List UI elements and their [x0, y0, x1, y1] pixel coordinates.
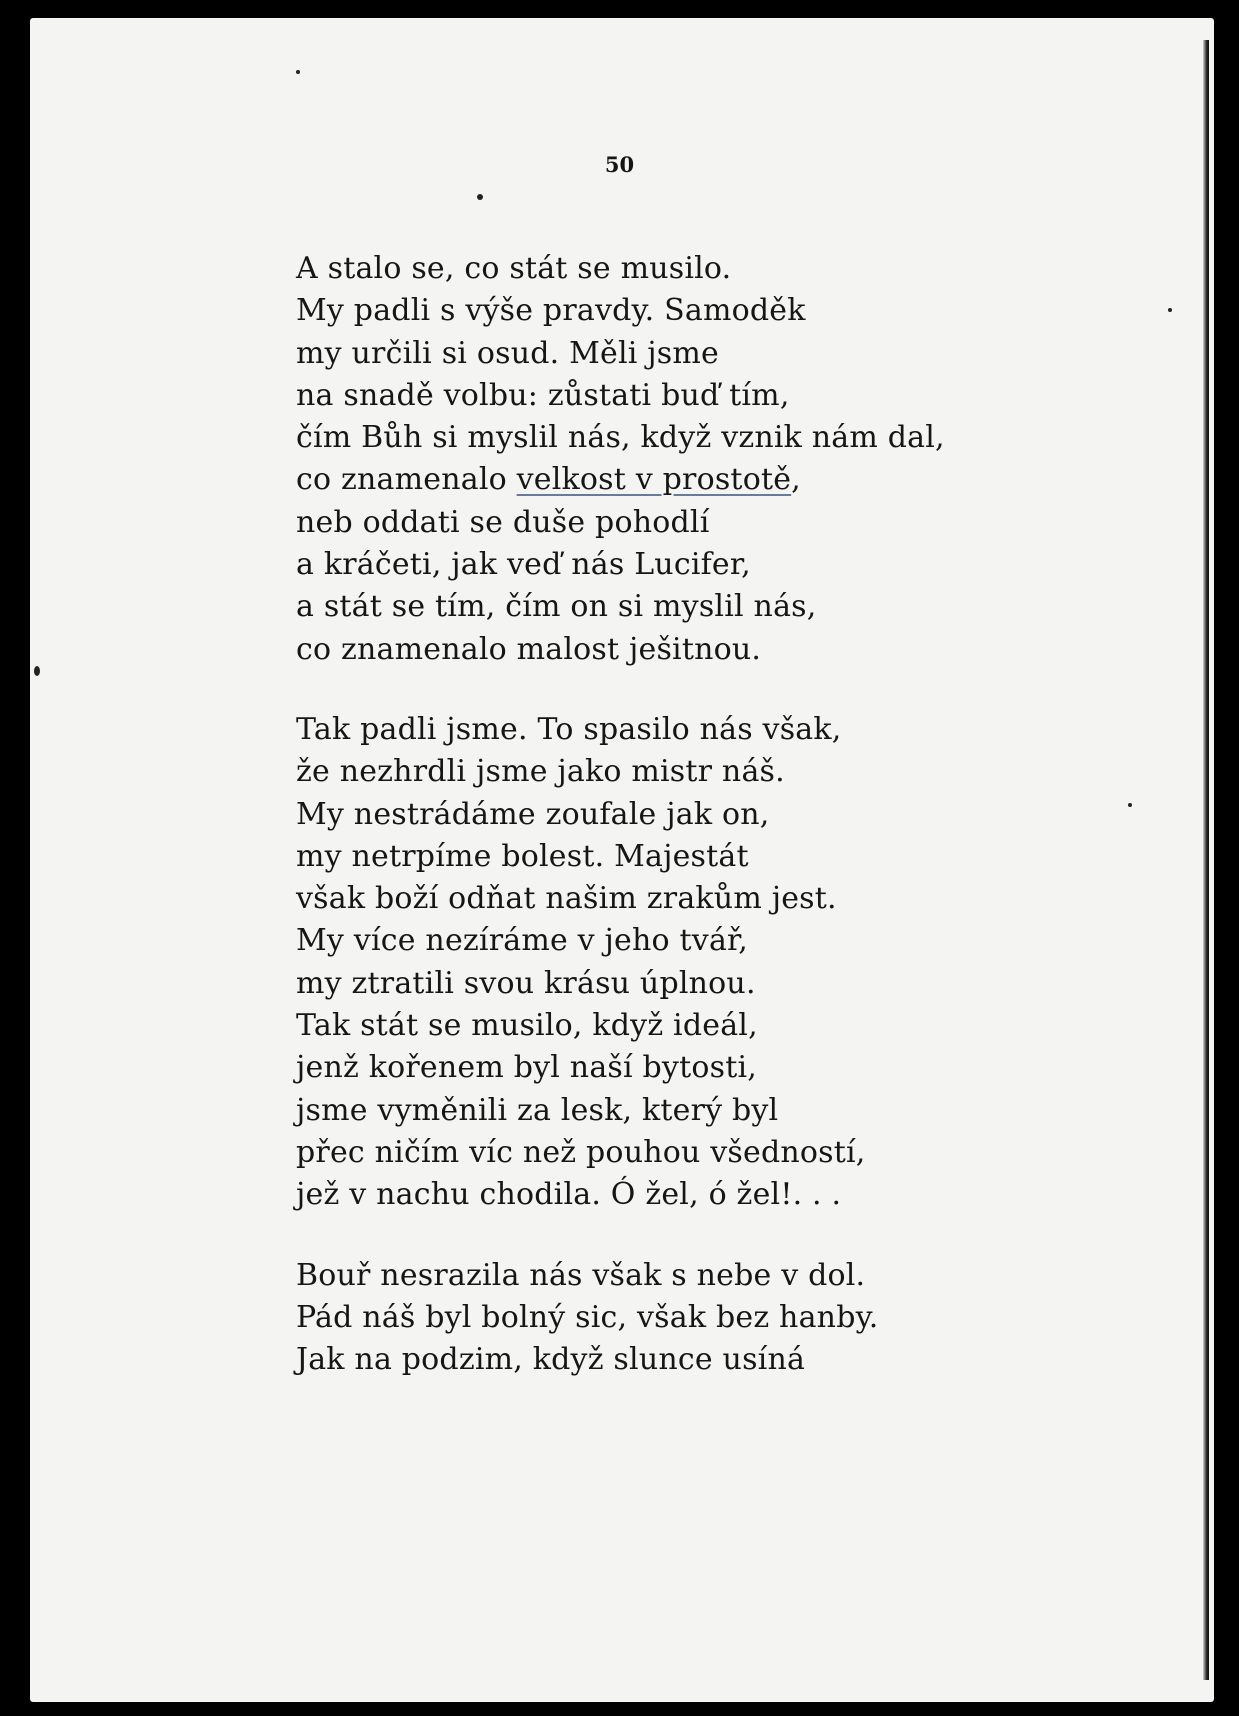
- verse-line: Bouř nesrazila nás však s nebe v dol.: [296, 1257, 866, 1293]
- verse-line: a stát se tím, čím on si myslil nás,: [296, 589, 817, 625]
- verse-line: My více nezíráme v jeho tvář,: [296, 923, 749, 959]
- page-number: 50: [604, 152, 635, 177]
- verse-line: Tak stát se musilo, když ideál,: [296, 1008, 758, 1044]
- verse-line: jež v nachu chodila. Ó žel, ó žel!. . .: [296, 1177, 842, 1213]
- verse-line: však boží odňat našim zrakům jest.: [296, 881, 837, 917]
- dust-speck: [1168, 308, 1172, 312]
- verse-line: [296, 459, 996, 501]
- dust-speck: [34, 666, 40, 676]
- verse-line: my určili si osud. Měli jsme: [296, 335, 719, 371]
- verse-line: my ztratili svou krásu úplnou.: [296, 965, 756, 1001]
- verse-line: My padli s výše pravdy. Samoděk: [296, 293, 806, 329]
- stanza-3: [296, 1255, 996, 1382]
- verse-line: a kráčeti, jak veď nás Lucifer,: [296, 547, 751, 583]
- verse-line: A stalo se, co stát se musilo.: [296, 251, 732, 286]
- dust-speck: [1128, 803, 1132, 807]
- stanza-2: [296, 709, 996, 1217]
- poem-text: [296, 248, 996, 1381]
- verse-line: my netrpíme bolest. Majestát: [296, 838, 749, 874]
- verse-line: přec ničím víc než pouhou všedností,: [296, 1134, 866, 1170]
- verse-line: že nezhrdli jsme jako mistr náš.: [296, 754, 785, 790]
- binding-edge: [1203, 40, 1209, 1680]
- verse-line: Jak na podzim, když slunce usíná: [296, 1342, 806, 1378]
- pencil-underline: velkost v prostotě: [516, 462, 792, 498]
- dust-speck: [477, 194, 483, 200]
- dust-speck: [296, 70, 300, 74]
- verse-line: co znamenalo malost ješitnou.: [296, 631, 762, 667]
- stanza-1: [296, 248, 996, 671]
- verse-line: jenž kořenem byl naší bytosti,: [296, 1050, 757, 1086]
- verse-line: na snadě volbu: zůstati buď tím,: [296, 377, 790, 413]
- verse-line: Tak padli jsme. To spasilo nás však,: [296, 711, 842, 747]
- verse-line: Pád náš byl bolný sic, však bez hanby.: [296, 1299, 879, 1335]
- verse-line: čím Bůh si myslil nás, když vznik nám dal,: [296, 420, 945, 456]
- verse-line: neb oddati se duše pohodlí: [296, 504, 710, 540]
- verse-fragment: ,: [791, 462, 801, 498]
- verse-line: My nestrádáme zoufale jak on,: [296, 796, 770, 832]
- verse-fragment: co znamenalo: [296, 462, 517, 498]
- verse-line: jsme vyměnili za lesk, který byl: [296, 1092, 779, 1128]
